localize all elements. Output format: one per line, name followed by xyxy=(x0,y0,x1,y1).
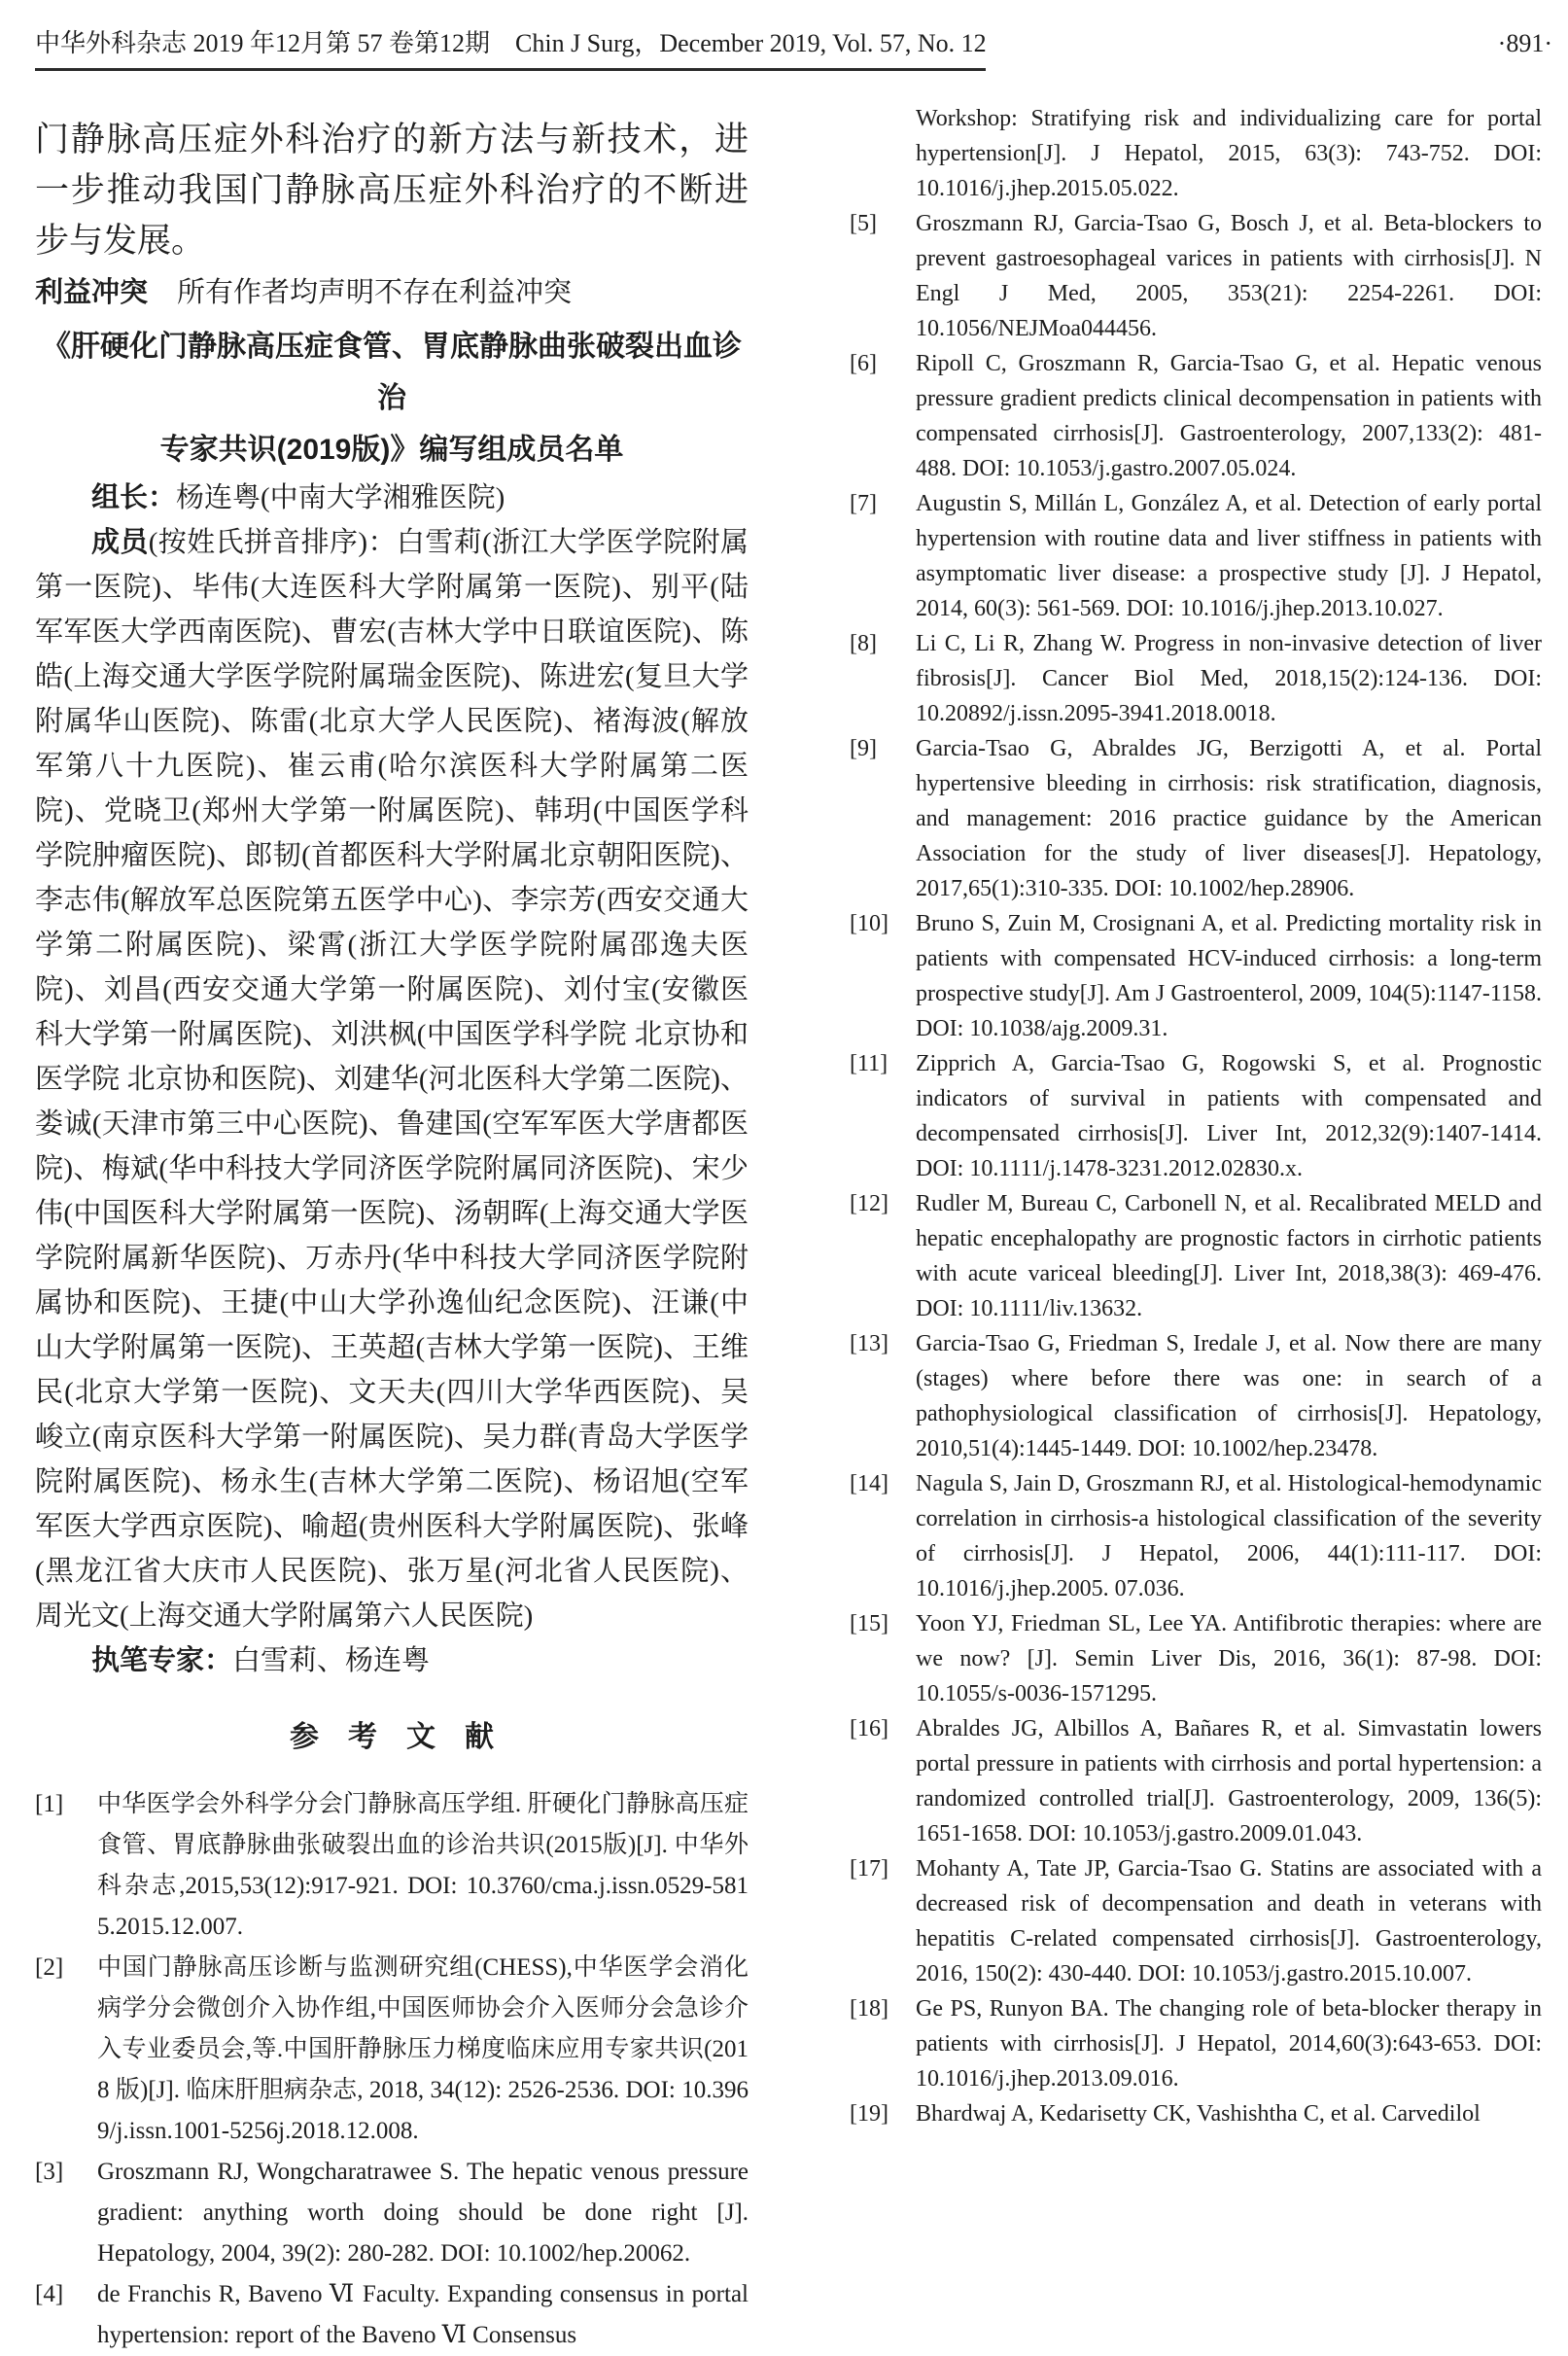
reference-text: Li C, Li R, Zhang W. Progress in non-invasive detection of liver fibrosis[J]. Cancer Biol Med, 2018,15(2):124-136. DOI: 10.20892/j.issn.2095-3941.2018.0018. xyxy=(916,631,1542,726)
reference-text: Garcia-Tsao G, Abraldes JG, Berzigotti A, et al. Portal hypertensive bleeding in cirrhosis: risk stratification, diagnosis, and management: 2016 practice guidance by the American Association for the study of liver diseases[J]. Hepatology, 2017,65(1):310-335. DOI: 10.1002/hep.28906. xyxy=(916,736,1542,901)
left-column xyxy=(35,101,749,2356)
reference-text: Ge PS, Runyon BA. The changing role of beta-blocker therapy in patients with cirrhosis[J]. J Hepatol, 2014,60(3):643-653. DOI: 10.1016/j.jhep.2013.09.016. xyxy=(916,1996,1542,2092)
writers-label: 执笔专家： xyxy=(91,1645,233,1676)
reference-item xyxy=(850,1851,1542,1991)
reference-text: Groszmann RJ, Garcia-Tsao G, Bosch J, et al. Beta-blockers to prevent gastroesophageal varices in patients with cirrhosis[J]. N Engl J Med, 2005, 353(21): 2254-2261. DOI: 10.1056/NEJMoa044456. xyxy=(916,211,1542,341)
editorial-group-title-line2: 专家共识(2019版)》编写组成员名单 xyxy=(159,434,624,466)
reference-item xyxy=(850,2096,1542,2131)
reference-text: 中国门静脉高压诊断与监测研究组(CHESS),中华医学会消化病学分会微创介入协作组,中国医师协会介入医师分会急诊介入专业委员会,等.中国肝静脉压力梯度临床应用专家共识(2018 版)[J]. 临床肝胆病杂志, 2018, 34(12): 2526-2536. DOI: 10.3969/j.issn.1001-5256j.2018.12.008. xyxy=(97,1954,749,2144)
reference-number: [1] xyxy=(35,1791,64,1817)
reference-number: [4] xyxy=(35,2281,64,2307)
writers-line xyxy=(35,1638,749,1683)
reference-item xyxy=(850,1466,1542,1606)
reference-text: Workshop: Stratifying risk and individualizing care for portal hypertension[J]. J Hepatol, 2015, 63(3): 743-752. DOI: 10.1016/j.jhep.2015.05.022. xyxy=(916,106,1542,201)
conflict-of-interest-text: 所有作者均声明不存在利益冲突 xyxy=(177,277,573,308)
reference-text: Bhardwaj A, Kedarisetty CK, Vashishtha C, et al. Carvedilol xyxy=(916,2101,1481,2127)
reference-text: 中华医学会外科学分会门静脉高压学组. 肝硬化门静脉高压症食管、胃底静脉曲张破裂出血的诊治共识(2015版)[J]. 中华外科杂志,2015,53(12):917-921. DOI: 10.3760/cma.j.issn.0529-5815.2015.12.007. xyxy=(97,1791,749,1940)
members-label: 成员 xyxy=(91,527,149,558)
reference-item xyxy=(850,626,1542,731)
reference-number: [16] xyxy=(850,1716,889,1741)
reference-item xyxy=(35,1784,749,1948)
members-text: (按姓氏拼音排序)：白雪莉(浙江大学医学院附属第一医院)、毕伟(大连医科大学附属第一医院)、别平(陆军军医大学西南医院)、曹宏(吉林大学中日联谊医院)、陈皓(上海交通大学医学院附属瑞金医院)、陈进宏(复旦大学附属华山医院)、陈雷(北京大学人民医院)、褚海波(解放军第八十九医院)、崔云甫(哈尔滨医科大学附属第二医院)、党晓卫(郑州大学第一附属医院)、韩玥(中国医学科学院肿瘤医院)、郎韧(首都医科大学附属北京朝阳医院)、李志伟(解放军总医院第五医学中心)、李宗芳(西安交通大学第二附属医院)、梁霄(浙江大学医学院附属邵逸夫医院)、刘昌(西安交通大学第一附属医院)、刘付宝(安徽医科大学第一附属医院)、刘洪枫(中国医学科学院 北京协和医学院 北京协和医院)、刘建华(河北医科大学第二医院)、娄诚(天津市第三中心医院)、鲁建国(空军军医大学唐都医院)、梅斌(华中科技大学同济医学院附属同济医院)、宋少伟(中国医科大学附属第一医院)、汤朝晖(上海交通大学医学院附属新华医院)、万赤丹(华中科技大学同济医学院附属协和医院)、王捷(中山大学孙逸仙纪念医院)、汪谦(中山大学附属第一医院)、王英超(吉林大学第一医院)、王维民(北京大学第一医院)、文天夫(四川大学华西医院)、吴峻立(南京医科大学第一附属医院)、吴力群(青岛大学医学院附属医院)、杨永生(吉林大学第二医院)、杨诏旭(空军军医大学西京医院)、喻超(贵州医科大学附属医院)、张峰(黑龙江省大庆市人民医院)、张万星(河北省人民医院)、周光文(上海交通大学附属第六人民医院) xyxy=(35,527,749,1632)
reference-item xyxy=(35,2152,749,2274)
reference-text: Abraldes JG, Albillos A, Bañares R, et al. Simvastatin lowers portal pressure in patients with cirrhosis and portal hypertension: a randomized controlled trial[J]. Gastroenterology, 2009, 136(5): 1651-1658. DOI: 10.1053/j.gastro.2009.01.043. xyxy=(916,1716,1542,1846)
reference-item xyxy=(35,1948,749,2152)
reference-item xyxy=(850,1186,1542,1326)
reference-text: Bruno S, Zuin M, Crosignani A, et al. Predicting mortality risk in patients with compensated HCV-induced cirrhosis: a long-term prospective study[J]. Am J Gastroenterol, 2009, 104(5):1147-1158. DOI: 10.1038/ajg.2009.31. xyxy=(916,911,1542,1041)
leader-label: 组长： xyxy=(91,482,177,513)
members-paragraph xyxy=(35,520,749,1638)
header-divider xyxy=(35,68,986,71)
reference-text: Ripoll C, Groszmann R, Garcia-Tsao G, et al. Hepatic venous pressure gradient predicts clinical decompensation in patients with compensated cirrhosis[J]. Gastroenterology, 2007,133(2): 481-488. DOI: 10.1053/j.gastro.2007.05.024. xyxy=(916,351,1542,481)
reference-number: [19] xyxy=(850,2101,889,2127)
page-header xyxy=(35,27,1552,60)
reference-item xyxy=(850,1326,1542,1466)
reference-item xyxy=(850,346,1542,486)
reference-item xyxy=(850,1606,1542,1711)
reference-item xyxy=(35,2274,749,2356)
conflict-of-interest-label: 利益冲突 xyxy=(35,277,149,308)
page-number: ·891· xyxy=(1497,29,1552,57)
reference-list-right xyxy=(850,101,1542,2131)
reference-text: Augustin S, Millán L, González A, et al. Detection of early portal hypertension with routine data and liver stiffness in patients with asymptomatic liver disease: a prospective study [J]. J Hepatol, 2014, 60(3): 561-569. DOI: 10.1016/j.jhep.2013.10.027. xyxy=(916,491,1542,621)
reference-list-left xyxy=(35,1784,749,2356)
editorial-group-title xyxy=(35,321,749,475)
writers-text: 白雪莉、杨连粤 xyxy=(232,1645,431,1676)
journal-header-text: 中华外科杂志 2019 年12月第 57 卷第12期 Chin J Surg，December 2019, Vol. 57, No. 12 xyxy=(35,29,987,57)
references-heading: 参 考 文 献 xyxy=(290,1721,494,1753)
leader-line xyxy=(35,475,749,520)
reference-item xyxy=(850,1046,1542,1186)
right-column xyxy=(850,101,1542,2131)
reference-item xyxy=(850,906,1542,1046)
reference-text: Rudler M, Bureau C, Carbonell N, et al. Recalibrated MELD and hepatic encephalopathy are prognostic factors in cirrhotic patients with acute variceal bleeding[J]. Liver Int, 2018,38(3): 469-476. DOI: 10.1111/liv.13632. xyxy=(916,1191,1542,1321)
reference-number: [6] xyxy=(850,351,877,376)
reference-text: Garcia-Tsao G, Friedman S, Iredale J, et al. Now there are many (stages) where before there was one: in search of a pathophysiological classification of cirrhosis[J]. Hepatology, 2010,51(4):1445-1449. DOI: 10.1002/hep.23478. xyxy=(916,1331,1542,1461)
reference-number: [2] xyxy=(35,1954,64,1981)
reference-number: [13] xyxy=(850,1331,889,1356)
reference-number: [8] xyxy=(850,631,877,656)
reference-number: [17] xyxy=(850,1856,889,1881)
reference-text: Nagula S, Jain D, Groszmann RJ, et al. Histological-hemodynamic correlation in cirrhosis-a histological classification of the severity of cirrhosis[J]. J Hepatol, 2006, 44(1):111-117. DOI: 10.1016/j.jhep.2005. 07.036. xyxy=(916,1471,1542,1601)
reference-continuation xyxy=(850,101,1542,206)
reference-text: Yoon YJ, Friedman SL, Lee YA. Antifibrotic therapies: where are we now? [J]. Semin Liver Dis, 2016, 36(1): 87-98. DOI: 10.1055/s-0036-1571295. xyxy=(916,1611,1542,1706)
reference-number: [10] xyxy=(850,911,889,936)
reference-number: [15] xyxy=(850,1611,889,1636)
reference-number: [3] xyxy=(35,2159,64,2185)
reference-number: [14] xyxy=(850,1471,889,1496)
conflict-of-interest-line xyxy=(35,268,749,317)
reference-number: [5] xyxy=(850,211,877,236)
reference-number: [18] xyxy=(850,1996,889,2022)
reference-item xyxy=(850,731,1542,906)
reference-number: [12] xyxy=(850,1191,889,1216)
reference-text: Zipprich A, Garcia-Tsao G, Rogowski S, et al. Prognostic indicators of survival in patients with compensated and decompensated cirrhosis[J]. Liver Int, 2012,32(9):1407-1414. DOI: 10.1111/j.1478-3231.2012.02830.x. xyxy=(916,1051,1542,1181)
reference-number: [11] xyxy=(850,1051,889,1076)
reference-number xyxy=(850,101,916,206)
reference-item xyxy=(850,486,1542,626)
reference-item xyxy=(850,1991,1542,2096)
reference-text: de Franchis R, Baveno Ⅵ Faculty. Expanding consensus in portal hypertension: report of the Baveno Ⅵ Consensus xyxy=(97,2281,749,2348)
reference-number: [9] xyxy=(850,736,877,761)
leader-text: 杨连粤(中南大学湘雅医院) xyxy=(176,482,505,513)
reference-text: Mohanty A, Tate JP, Garcia-Tsao G. Statins are associated with a decreased risk of decompensation and death in veterans with hepatitis C-related compensated cirrhosis[J]. Gastroenterology, 2016, 150(2): 430-440. DOI: 10.1053/j.gastro.2015.10.007. xyxy=(916,1856,1542,1987)
intro-paragraph: 门静脉高压症外科治疗的新方法与新技术，进一步推动我国门静脉高压症外科治疗的不断进步与发展。 xyxy=(35,121,749,260)
reference-item xyxy=(850,1711,1542,1851)
reference-item xyxy=(850,206,1542,346)
reference-text: Groszmann RJ, Wongcharatrawee S. The hepatic venous pressure gradient: anything worth doing should be done right [J]. Hepatology, 2004, 39(2): 280-282. DOI: 10.1002/hep.20062. xyxy=(97,2159,749,2267)
reference-number: [7] xyxy=(850,491,877,516)
editorial-group-title-line1: 《肝硬化门静脉高压症食管、胃底静脉曲张破裂出血诊治 xyxy=(42,331,742,414)
